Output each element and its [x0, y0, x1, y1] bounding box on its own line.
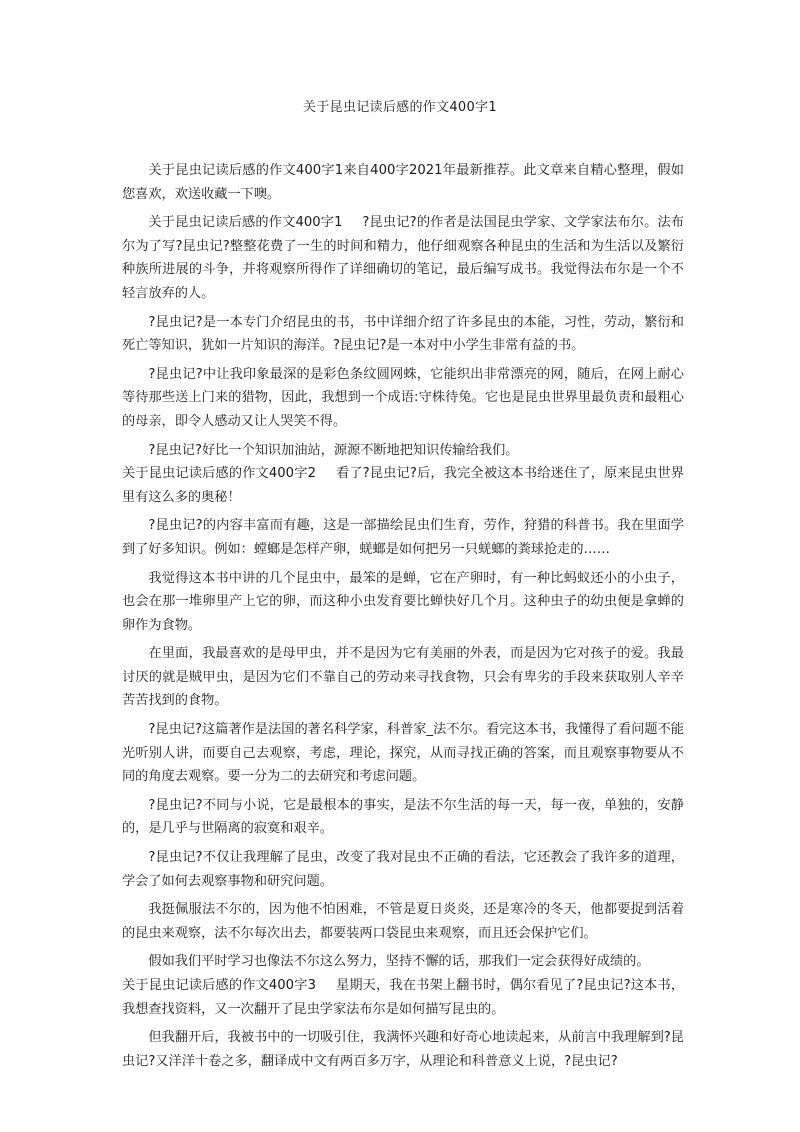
paragraph: ?昆虫记?的内容丰富而有趣，这是一部描绘昆虫们生育，劳作，狩猎的科普书。我在里面学到了好多知识。例如：螳螂是怎样产卵，蜣螂是如何把另一只蜣螂的粪球抢走的…… [122, 518, 684, 557]
paragraph-section-1-heading [122, 206, 684, 305]
paragraph: ?昆虫记?中让我印象最深的是彩色条纹圆网蛛，它能织出非常漂亮的网，随后，在网上耐心等待那些送上门来的猎物，因此，我想到一个成语:守株待兔。它也是昆虫世界里最负责和最粗心的母亲，即令人感动又让人哭笑不得。 [122, 366, 684, 429]
paragraph-section-3-heading [122, 974, 684, 1021]
paragraph-intro: 关于昆虫记读后感的作文400字1来自400字2021年最新推荐。此文章来自精心整理，假如您喜欢，欢送收藏一下噢。 [122, 163, 684, 202]
paragraph: 我挺佩服法不尔的，因为他不怕困难，不管是夏日炎炎，还是寒冷的冬天，他都要捉到活着的昆虫来观察，法不尔每次出去，都要装两口袋昆虫来观察，而且还会保护它们。 [122, 902, 684, 941]
section-heading: 关于昆虫记读后感的作文400字3 [122, 978, 316, 993]
paragraph: ?昆虫记?好比一个知识加油站，源源不断地把知识传输给我们。 [148, 442, 519, 458]
paragraph: 假如我们平时学习也像法不尔这么努力，坚持不懈的话，那我们一定会获得好成绩的。 [148, 954, 650, 970]
paragraph: 但我翻开后，我被书中的一切吸引住，我满怀兴趣和好奇心地读起来，从前言中我理解到?昆虫记?又洋洋十卷之多，翻译成中文有两百多万字，从理论和科普意义上说，?昆虫记? [122, 1030, 684, 1069]
section-heading: 关于昆虫记读后感的作文400字2 [122, 466, 316, 482]
paragraph: 在里面，我最喜欢的是母甲虫，并不是因为它有美丽的外表，而是因为它对孩子的爱。我最讨厌的就是贼甲虫，是因为它们不靠自己的劳动来寻找食物，只会有卑劣的手段来获取别人辛辛苦苦找到的食物。 [122, 646, 684, 709]
paragraph: ?昆虫记?不仅让我理解了昆虫，改变了我对昆虫不正确的看法，它还教会了我许多的道理，学会了如何去观察事物和研究问题。 [122, 850, 684, 889]
document-body [122, 159, 684, 1073]
paragraph: ?昆虫记?是一本专门介绍昆虫的书，书中详细介绍了许多昆虫的本能，习性，劳动，繁衍和死亡等知识，犹如一片知识的海洋。?昆虫记?是一本对中小学生非常有益的书。 [122, 314, 684, 354]
paragraph: ?昆虫记?不同与小说，它是最根本的事实，是法不尔生活的每一天，每一夜，单独的，安静的，是几乎与世隔离的寂寞和艰辛。 [122, 797, 684, 837]
paragraph-text: ?昆虫记?的作者是法国昆虫学家、文学家法布尔。法布尔为了写?昆虫记?整整花费了一生的时间和精力，他仔细观察各种昆虫的生活和为生活以及繁衍种族所进展的斗争，并将观察所得作了详细确切的笔记，最后编写成书。我觉得法布尔是一个不轻言放弃的人。 [122, 215, 685, 301]
paragraph: ?昆虫记?这篇著作是法国的著名科学家，科普家_法不尔。看完这本书，我懂得了看问题不能光听别人讲，而要自己去观察，考虑，理论，探究，从而寻找正确的答案，而且观察事物要从不同的角度去观察。要一分为二的去研究和考虑问题。 [122, 722, 684, 785]
paragraph: 我觉得这本书中讲的几个昆虫中，最笨的是蝉，它在产卵时，有一种比蚂蚁还小的小虫子，也会在那一堆卵里产上它的卵，而这种小虫发育要比蝉快好几个月。这种虫子的幼虫便是拿蝉的卵作为食物。 [122, 570, 684, 633]
paragraph-text: 星期天，我在书架上翻书时，偶尔看见了?昆虫记?这本书，我想查找资料，又一次翻开了昆虫学家法布尔是如何描写昆虫的。 [122, 978, 685, 1017]
section-heading: 关于昆虫记读后感的作文400字1 [148, 215, 343, 231]
document-title: 关于昆虫记读后感的作文400字1 [303, 100, 497, 115]
paragraph-section-2-heading [122, 462, 684, 509]
paragraph-text: 看了?昆虫记?后，我完全被这本书给迷住了，原来昆虫世界里有这么多的奥秘！ [122, 466, 685, 505]
